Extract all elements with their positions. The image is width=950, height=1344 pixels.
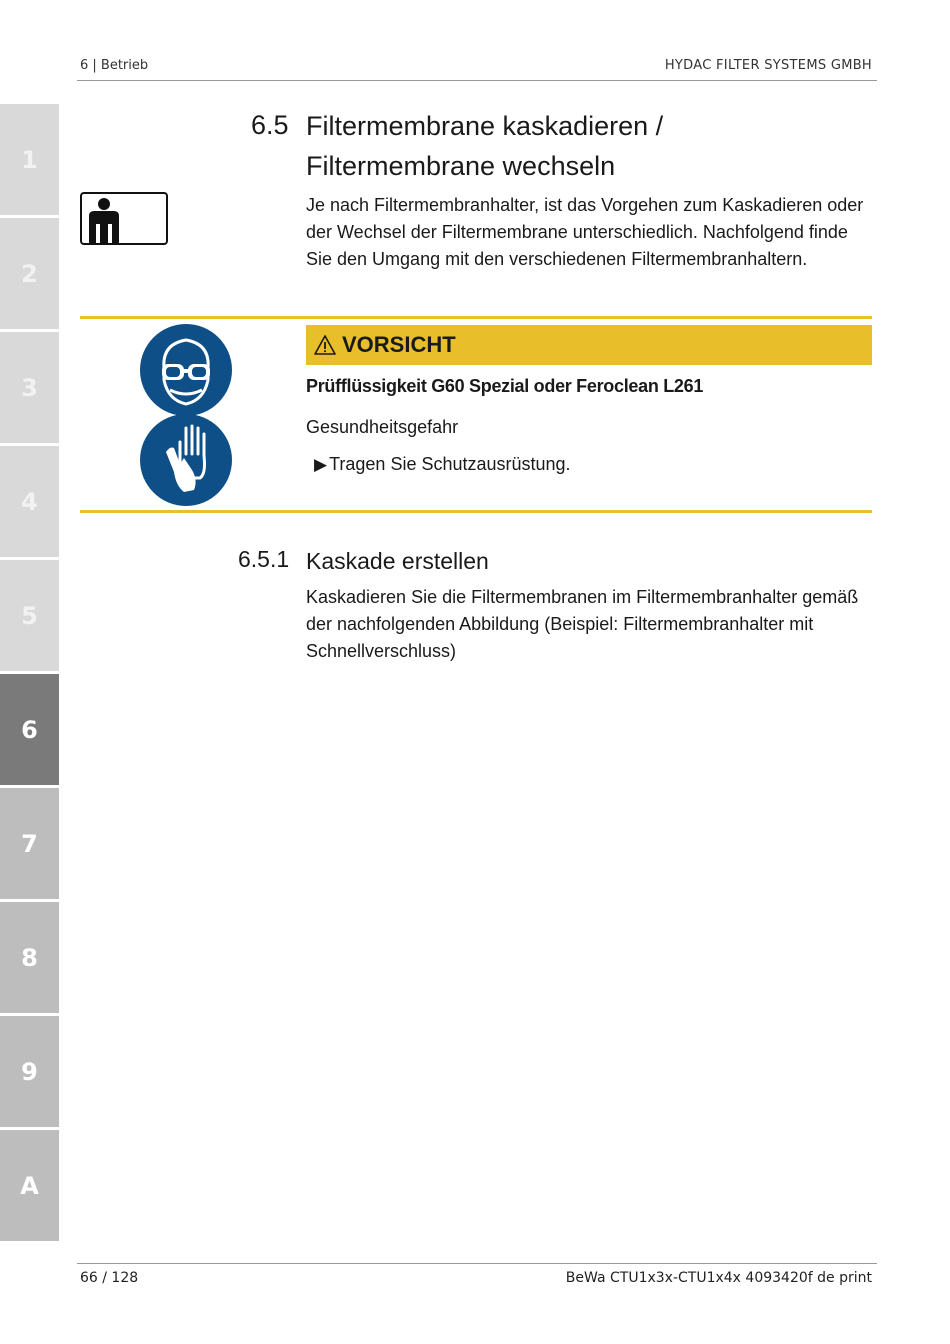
chapter-tab-7[interactable]: 7 xyxy=(0,788,59,899)
header-rule xyxy=(77,80,877,81)
footer-document-id: BeWa CTU1x3x-CTU1x4x 4093420f de print xyxy=(565,1270,872,1286)
warning-hazard: Prüfflüssigkeit G60 Spezial oder Feroclean L261 xyxy=(306,376,704,396)
subsection-title: Kaskade erstellen xyxy=(306,548,489,574)
chapter-tab-a[interactable]: A xyxy=(0,1130,59,1241)
warning-triangle-icon xyxy=(314,335,336,355)
chapter-tabs xyxy=(0,104,59,1244)
chapter-tab-8[interactable]: 8 xyxy=(0,902,59,1013)
gloves-icon xyxy=(140,414,232,506)
section-body: Je nach Filtermembranhalter, ist das Vorgehen zum Kaskadieren oder der Wechsel der Filtermembrane unterschiedlich. Nachfolgend finde Sie den Umgang mit den verschiedenen Filtermembranhaltern. xyxy=(306,195,864,269)
warning-bottom-line xyxy=(80,510,872,513)
chapter-tab-9[interactable]: 9 xyxy=(0,1016,59,1127)
section-title-line1: Filtermembrane kaskadieren / xyxy=(306,111,664,141)
warning-action xyxy=(314,454,571,475)
warning-consequence: Gesundheitsgefahr xyxy=(306,417,459,437)
chapter-tab-2[interactable]: 2 xyxy=(0,218,59,329)
chapter-tab-6[interactable]: 6 xyxy=(0,674,59,785)
person-icon xyxy=(80,192,168,245)
footer-rule xyxy=(77,1263,877,1264)
warning-signal-word: VORSICHT xyxy=(342,332,456,357)
subsection-body: Kaskadieren Sie die Filtermembranen im Filtermembranhalter gemäß der nachfolgenden Abbildung (Beispiel: Filtermembranhalter mit Schnellverschluss) xyxy=(306,587,859,661)
section-number: 6.5 xyxy=(251,110,289,140)
header-company: HYDAC FILTER SYSTEMS GMBH xyxy=(664,58,872,73)
warning-top-line xyxy=(80,316,872,319)
eye-protection-icon xyxy=(140,324,232,416)
chapter-tab-1[interactable]: 1 xyxy=(0,104,59,215)
subsection-number: 6.5.1 xyxy=(238,546,290,572)
chapter-tab-5[interactable]: 5 xyxy=(0,560,59,671)
footer-page-number: 66 / 128 xyxy=(80,1270,139,1286)
warning-action-text: Tragen Sie Schutzausrüstung. xyxy=(329,454,571,474)
action-arrow-icon: ▶ xyxy=(314,454,328,474)
section-title-line2: Filtermembrane wechseln xyxy=(306,151,616,181)
warning-signal-bar xyxy=(306,325,872,365)
chapter-tab-3[interactable]: 3 xyxy=(0,332,59,443)
chapter-tab-4[interactable]: 4 xyxy=(0,446,59,557)
header-chapter: 6 | Betrieb xyxy=(80,58,149,73)
